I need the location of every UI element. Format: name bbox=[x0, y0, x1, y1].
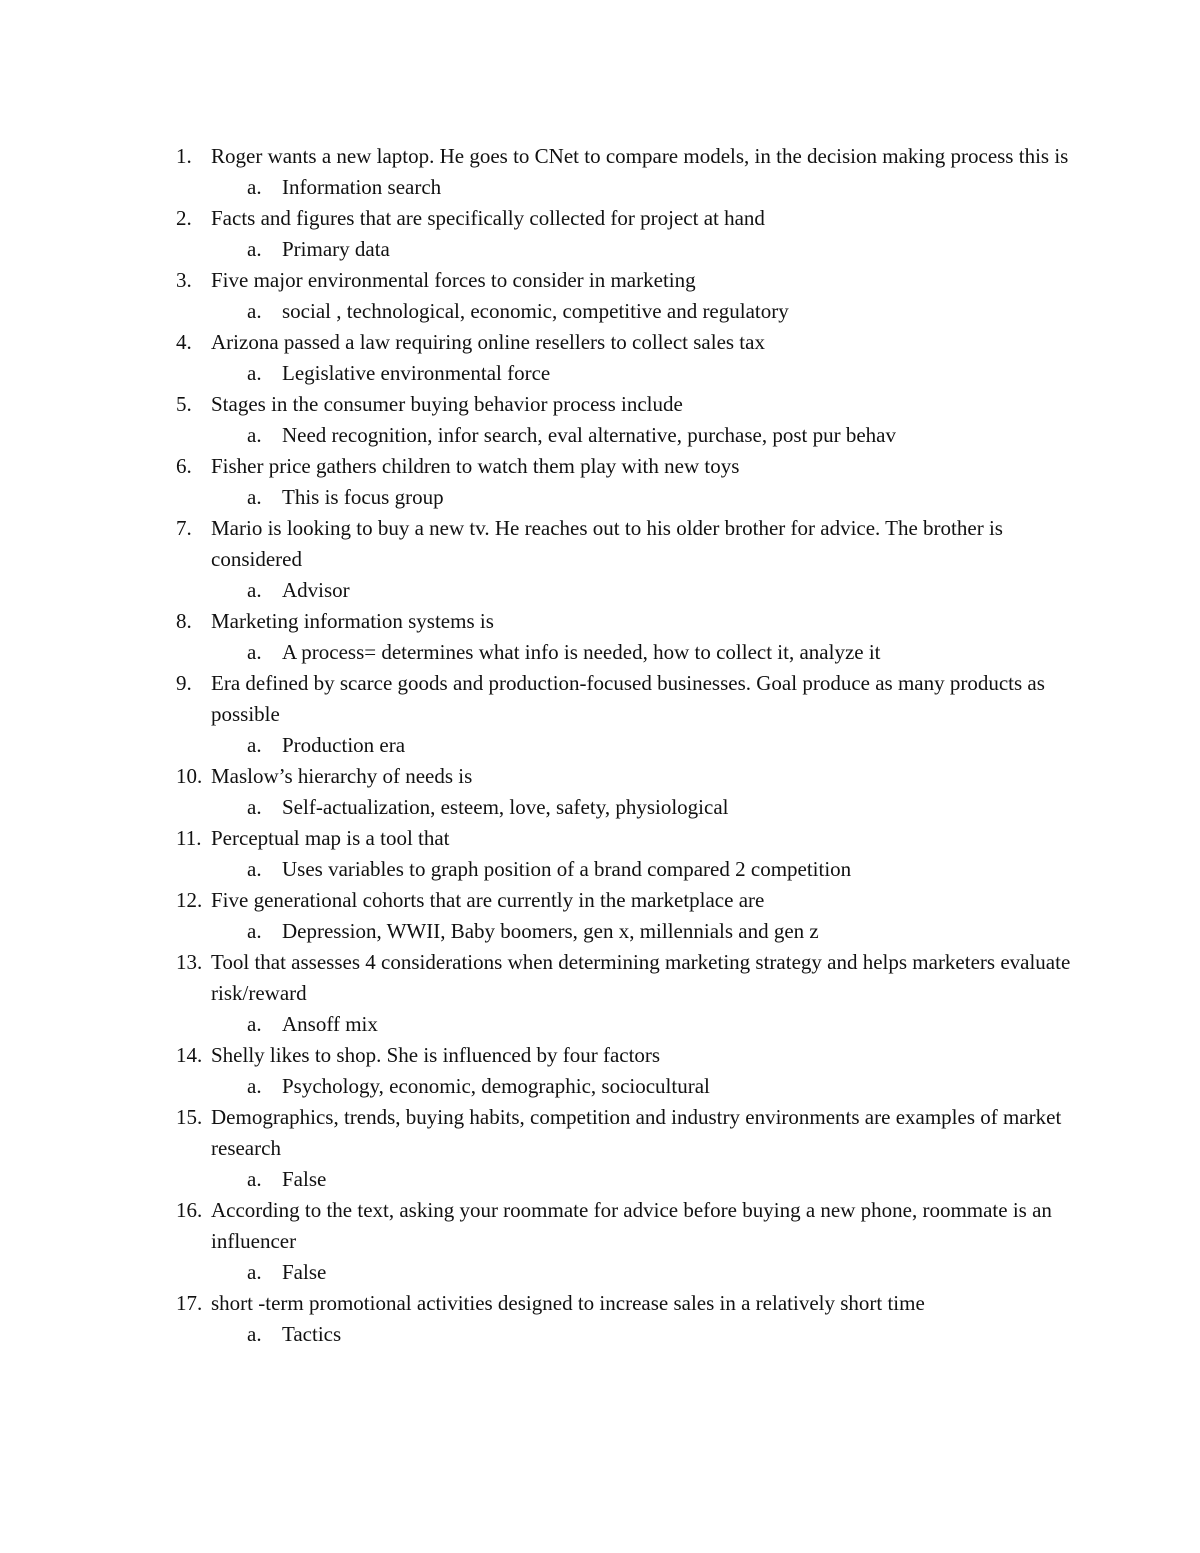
question-line bbox=[0, 451, 1200, 482]
answer-letter: a. bbox=[247, 578, 262, 602]
answer-line bbox=[0, 575, 1200, 606]
list-item bbox=[0, 1102, 1200, 1195]
question-number: 2. bbox=[176, 206, 192, 230]
answer-line bbox=[0, 1071, 1200, 1102]
question-line bbox=[0, 1288, 1200, 1319]
question-number: 1. bbox=[176, 144, 192, 168]
question-text: Five generational cohorts that are currently in the marketplace are bbox=[211, 888, 765, 912]
answer-text: Information search bbox=[282, 175, 442, 199]
list-item bbox=[0, 761, 1200, 823]
question-line bbox=[0, 1102, 1200, 1164]
question-line bbox=[0, 761, 1200, 792]
question-line bbox=[0, 823, 1200, 854]
question-number: 14. bbox=[176, 1043, 203, 1067]
answer-line bbox=[0, 172, 1200, 203]
list-item bbox=[0, 327, 1200, 389]
list-item bbox=[0, 606, 1200, 668]
answer-text: Depression, WWII, Baby boomers, gen x, millennials and gen z bbox=[282, 919, 819, 943]
question-text: Perceptual map is a tool that bbox=[211, 826, 450, 850]
question-text: Tool that assesses 4 considerations when determining marketing strategy and helps marketers evaluate risk/reward bbox=[211, 950, 1071, 1005]
answer-letter: a. bbox=[247, 237, 262, 261]
answer-line bbox=[0, 916, 1200, 947]
answer-text: A process= determines what info is needed, how to collect it, analyze it bbox=[282, 640, 881, 664]
list-item bbox=[0, 389, 1200, 451]
question-number: 11. bbox=[176, 826, 202, 850]
question-line bbox=[0, 203, 1200, 234]
answer-line bbox=[0, 1009, 1200, 1040]
answer-line bbox=[0, 1319, 1200, 1350]
answer-text: Uses variables to graph position of a brand compared 2 competition bbox=[282, 857, 852, 881]
question-line bbox=[0, 947, 1200, 1009]
question-line bbox=[0, 1040, 1200, 1071]
list-item bbox=[0, 265, 1200, 327]
question-number: 10. bbox=[176, 764, 203, 788]
answer-letter: a. bbox=[247, 1260, 262, 1284]
answer-text: This is focus group bbox=[282, 485, 444, 509]
answer-line bbox=[0, 792, 1200, 823]
answer-text: Need recognition, infor search, eval alternative, purchase, post pur behav bbox=[282, 423, 897, 447]
answer-letter: a. bbox=[247, 1012, 262, 1036]
answer-line bbox=[0, 1257, 1200, 1288]
list-item bbox=[0, 513, 1200, 606]
list-item bbox=[0, 1195, 1200, 1288]
question-text: Five major environmental forces to consider in marketing bbox=[211, 268, 696, 292]
list-item bbox=[0, 885, 1200, 947]
answer-letter: a. bbox=[247, 857, 262, 881]
answer-letter: a. bbox=[247, 1167, 262, 1191]
answer-text: Psychology, economic, demographic, sociocultural bbox=[282, 1074, 710, 1098]
question-number: 5. bbox=[176, 392, 192, 416]
answer-letter: a. bbox=[247, 1322, 262, 1346]
question-text: Mario is looking to buy a new tv. He reaches out to his older brother for advice. The brother is considered bbox=[211, 516, 1003, 571]
answer-text: False bbox=[282, 1260, 327, 1284]
answer-line bbox=[0, 234, 1200, 265]
question-text: Fisher price gathers children to watch them play with new toys bbox=[211, 454, 740, 478]
question-line bbox=[0, 389, 1200, 420]
question-line bbox=[0, 606, 1200, 637]
question-number: 13. bbox=[176, 950, 203, 974]
question-text: Arizona passed a law requiring online resellers to collect sales tax bbox=[211, 330, 765, 354]
question-line bbox=[0, 513, 1200, 575]
answer-letter: a. bbox=[247, 299, 262, 323]
question-text: Shelly likes to shop. She is influenced by four factors bbox=[211, 1043, 661, 1067]
answer-line bbox=[0, 854, 1200, 885]
question-text: According to the text, asking your roommate for advice before buying a new phone, roommate is an influencer bbox=[211, 1198, 1052, 1253]
answer-line bbox=[0, 637, 1200, 668]
question-number: 4. bbox=[176, 330, 192, 354]
list-item bbox=[0, 823, 1200, 885]
question-line bbox=[0, 1195, 1200, 1257]
answer-line bbox=[0, 482, 1200, 513]
answer-letter: a. bbox=[247, 485, 262, 509]
question-number: 7. bbox=[176, 516, 192, 540]
question-number: 9. bbox=[176, 671, 192, 695]
question-line bbox=[0, 668, 1200, 730]
question-line bbox=[0, 327, 1200, 358]
question-number: 6. bbox=[176, 454, 192, 478]
question-number: 8. bbox=[176, 609, 192, 633]
question-line bbox=[0, 885, 1200, 916]
answer-letter: a. bbox=[247, 361, 262, 385]
answer-letter: a. bbox=[247, 640, 262, 664]
question-number: 12. bbox=[176, 888, 203, 912]
list-item bbox=[0, 451, 1200, 513]
answer-line bbox=[0, 1164, 1200, 1195]
answer-text: social , technological, economic, competitive and regulatory bbox=[282, 299, 789, 323]
list-item bbox=[0, 141, 1200, 203]
question-number: 15. bbox=[176, 1105, 203, 1129]
answer-text: Advisor bbox=[282, 578, 350, 602]
question-list bbox=[0, 141, 1200, 1350]
answer-text: Ansoff mix bbox=[282, 1012, 378, 1036]
question-text: Maslow’s hierarchy of needs is bbox=[211, 764, 473, 788]
question-text: Era defined by scarce goods and production-focused businesses. Goal produce as many products as possible bbox=[211, 671, 1045, 726]
answer-letter: a. bbox=[247, 919, 262, 943]
question-text: Roger wants a new laptop. He goes to CNet to compare models, in the decision making process this is bbox=[211, 144, 1069, 168]
answer-letter: a. bbox=[247, 795, 262, 819]
question-number: 16. bbox=[176, 1198, 203, 1222]
question-line bbox=[0, 265, 1200, 296]
list-item bbox=[0, 1288, 1200, 1350]
list-item bbox=[0, 1040, 1200, 1102]
list-item bbox=[0, 203, 1200, 265]
answer-letter: a. bbox=[247, 1074, 262, 1098]
question-line bbox=[0, 141, 1200, 172]
answer-text: Self-actualization, esteem, love, safety, physiological bbox=[282, 795, 729, 819]
question-text: Stages in the consumer buying behavior process include bbox=[211, 392, 683, 416]
answer-text: Production era bbox=[282, 733, 406, 757]
answer-letter: a. bbox=[247, 175, 262, 199]
answer-line bbox=[0, 420, 1200, 451]
answer-line bbox=[0, 730, 1200, 761]
answer-text: Legislative environmental force bbox=[282, 361, 551, 385]
question-number: 17. bbox=[176, 1291, 203, 1315]
list-item bbox=[0, 668, 1200, 761]
answer-letter: a. bbox=[247, 733, 262, 757]
question-text: short -term promotional activities designed to increase sales in a relatively short time bbox=[211, 1291, 925, 1315]
question-text: Marketing information systems is bbox=[211, 609, 494, 633]
list-item bbox=[0, 947, 1200, 1040]
answer-text: Tactics bbox=[282, 1322, 342, 1346]
answer-line bbox=[0, 296, 1200, 327]
answer-letter: a. bbox=[247, 423, 262, 447]
question-number: 3. bbox=[176, 268, 192, 292]
answer-line bbox=[0, 358, 1200, 389]
answer-text: False bbox=[282, 1167, 327, 1191]
question-text: Facts and figures that are specifically collected for project at hand bbox=[211, 206, 765, 230]
question-text: Demographics, trends, buying habits, competition and industry environments are examples of market research bbox=[211, 1105, 1062, 1160]
answer-text: Primary data bbox=[282, 237, 390, 261]
